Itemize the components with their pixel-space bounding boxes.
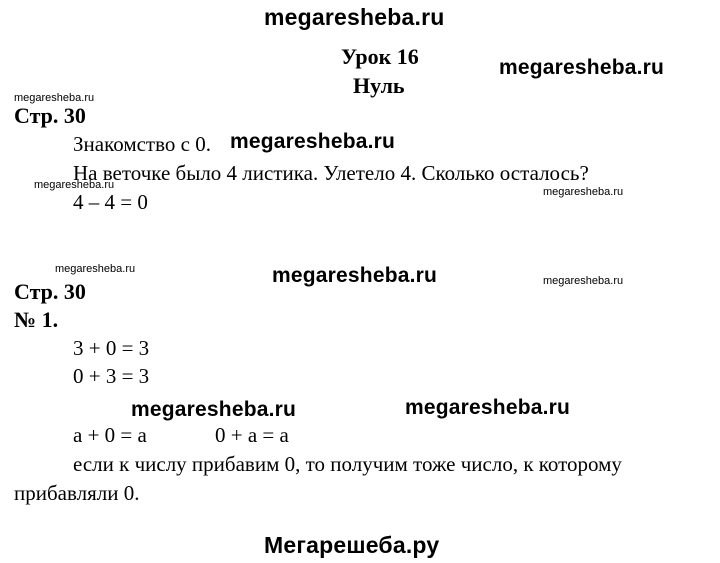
rule-text: 0 + a = a: [215, 423, 289, 447]
conclusion-text: прибавляли 0.: [14, 481, 140, 505]
lesson-title: Урок 16: [341, 44, 419, 69]
equation-text: 3 + 0 = 3: [73, 336, 150, 360]
watermark-large: megaresheba.ru: [499, 56, 665, 79]
page-reference: Стр. 30: [14, 103, 86, 128]
watermark-small: megaresheba.ru: [543, 186, 624, 198]
intro-text: Знакомство с 0.: [73, 132, 211, 156]
watermark-small: megaresheba.ru: [543, 275, 624, 287]
watermark-footer: Мегарешеба.ру: [264, 532, 440, 558]
equation-text: 4 – 4 = 0: [73, 190, 148, 214]
watermark-small: megaresheba.ru: [55, 263, 136, 275]
task-number: № 1.: [14, 307, 59, 332]
watermark-small: megaresheba.ru: [14, 92, 95, 104]
conclusion-text: если к числу прибавим 0, то получим тоже число, к которому: [73, 452, 622, 476]
watermark-large: megaresheba.ru: [405, 396, 571, 419]
watermark-top: megaresheba.ru: [264, 4, 445, 30]
watermark-small: megaresheba.ru: [34, 179, 115, 191]
equation-text: 0 + 3 = 3: [73, 364, 150, 388]
watermark-large: megaresheba.ru: [272, 264, 438, 287]
lesson-subtitle: Нуль: [353, 73, 405, 98]
page-reference: Стр. 30: [14, 279, 86, 304]
watermark-large: megaresheba.ru: [131, 398, 297, 421]
rule-text: a + 0 = a: [73, 423, 147, 447]
watermark-large: megaresheba.ru: [230, 130, 396, 153]
problem-text: На веточке было 4 листика. Улетело 4. Сколько осталось?: [73, 161, 589, 185]
